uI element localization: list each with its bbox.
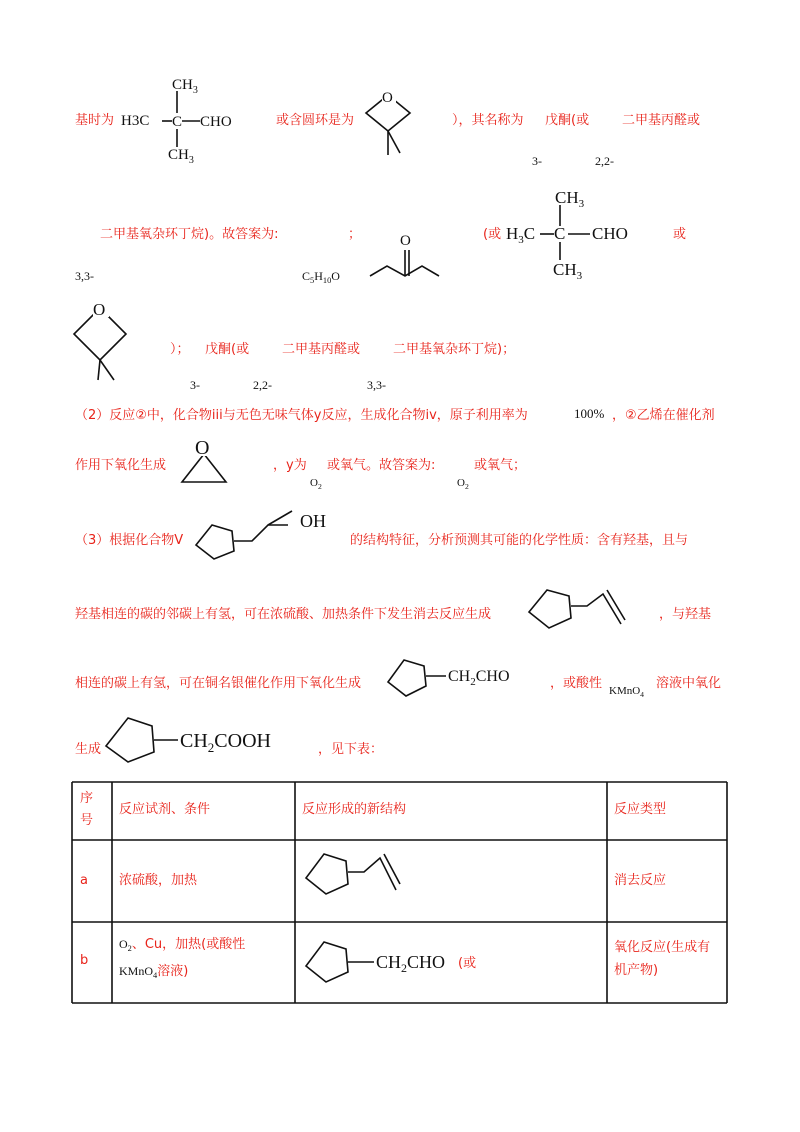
text-ring-is: 或含圆环是为 [276, 113, 355, 128]
formula-o2-c: $O_2$ [119, 937, 132, 953]
label-c-center: C [172, 114, 183, 130]
label-c-center-2: C [554, 224, 566, 243]
text-solution-oxidation: 溶液中氧化 [656, 676, 722, 691]
text-or-2: 或 [673, 227, 687, 242]
table-row-b-structure-note: (或 [458, 956, 477, 971]
label-o-oxetane-2: O [93, 300, 106, 319]
text-or-oxygen-end: 或氧气； [474, 458, 527, 473]
text-dimethylpropanal-2: 二甲基丙醛或 [282, 342, 361, 357]
text-part3-line2-a: 羟基相连的碳的邻碳上有氢，可在浓硫酸、加热条件下发生消去反应生成 [75, 607, 492, 622]
text-solution: 溶液) [157, 964, 189, 979]
text-or-1: (或 [483, 227, 502, 242]
label-ch2cooh: $CH_2COOH$ [180, 730, 271, 755]
table-header-type: 反应类型 [614, 802, 667, 817]
formula-kmno4-b: KMnO$_4$ [119, 964, 158, 980]
text-part2-line1-tail: ，②乙烯在催化剂 [612, 408, 715, 423]
table-row-b-reagent-line2 [119, 960, 188, 983]
text-dimethylpropanal-1: 二甲基丙醛或 [622, 113, 701, 128]
text-cu-heat: 、Cu，加热(或酸性 [131, 937, 246, 952]
text-part3-line1-b: 的结构特征，分析预测其可能的化学性质：含有羟基，且与 [350, 533, 689, 548]
text-y-is: ，y为 [273, 458, 307, 473]
text-part3-line2-b: ，与羟基 [659, 607, 712, 622]
label-o-ketone: O [400, 233, 411, 249]
formula-kmno4: KMnO$_4$ [609, 685, 645, 699]
text-pentanone-1: 戊酮(或 [545, 113, 590, 128]
label-ch2cho-2: $CH_2CHO$ [376, 952, 446, 975]
label-o-epoxide: O [195, 437, 210, 459]
text-part2-line1: （2）反应②中，化合物iii与无色无味气体y反应，生成化合物iv，原子利用率为 [75, 408, 528, 423]
label-ch2cho-1: $CH_2CHO$ [448, 668, 510, 688]
num-22-a: 2,2- [595, 154, 614, 168]
vinylcyclopentane-structure-2 [300, 848, 410, 908]
text-100-percent: 100% [574, 406, 605, 421]
text-dimethyloxetane-2: 二甲基氧杂环丁烷)； [393, 342, 516, 357]
label-ch3-bottom: $CH_3$ [168, 147, 194, 166]
formula-o2-b: $O_2$ [457, 477, 469, 491]
cyclopentylacetaldehyde-structure-2 [302, 938, 462, 986]
num-3-b: 3- [190, 378, 200, 392]
formula-o2-a: $O_2$ [310, 477, 322, 491]
table-row-b-reagent-line1 [119, 933, 245, 956]
label-ch3-top: $CH_3$ [172, 77, 198, 96]
label-cho-2: CHO [592, 224, 628, 243]
label-h3c: H3C [121, 113, 150, 129]
text-part2-line2-a: 作用下氧化生成 [75, 458, 167, 473]
num-33-b: 3,3- [367, 378, 386, 392]
text-name-is: ），其名称为 [452, 113, 524, 128]
num-33-a: 3,3- [75, 269, 94, 283]
text-pentanone-2: 戊酮(或 [205, 342, 250, 357]
table-row-a-reagent: 浓硫酸，加热 [119, 873, 198, 888]
label-cho-1: CHO [200, 114, 232, 130]
text-or-oxygen-answer: 或氧气。故答案为: [327, 458, 436, 473]
table-row-b-id: b [80, 953, 89, 968]
text-part3-line3-a: 相连的碳上有氢，可在铜名银催化作用下氧化生成 [75, 676, 362, 691]
text-dimethyloxetane-answer: 二甲基氧杂环丁烷)。故答案为: [100, 227, 279, 242]
table-header-reagent: 反应试剂、条件 [119, 802, 211, 817]
text-paren-semicolon: ）； [170, 342, 190, 357]
text-part3-line4-a: 生成 [75, 742, 102, 757]
label-o-oxetane-1: O [382, 90, 393, 106]
formula-c5h10o: $C_5H_{10}O$ [302, 269, 340, 285]
text-part3-line1-a: （3）根据化合物V [75, 533, 184, 548]
table-row-a-id: a [80, 873, 88, 888]
text-semicolon: ； [348, 227, 362, 242]
label-oh: OH [300, 511, 326, 531]
text-see-table: ，见下表： [318, 742, 384, 757]
label-ch3-bottom-2: $CH_3$ [553, 260, 583, 282]
label-h3c-2: $H_3C$ [506, 224, 536, 246]
table-row-b-type-line2: 机产物) [614, 963, 659, 978]
num-22-b: 2,2- [253, 378, 272, 392]
table-row-b-type-line1: 氧化反应(生成有 [614, 940, 711, 955]
table-header-structure: 反应形成的新结构 [302, 802, 407, 817]
num-3-a: 3- [532, 154, 542, 168]
label-ch3-top-2: $CH_3$ [555, 188, 585, 210]
text-acidic: ，或酸性 [550, 676, 603, 691]
text-jishiwei: 基时为 [75, 113, 115, 128]
table-header-index: 序号 [80, 791, 94, 828]
table-row-a-type: 消去反应 [614, 873, 667, 888]
